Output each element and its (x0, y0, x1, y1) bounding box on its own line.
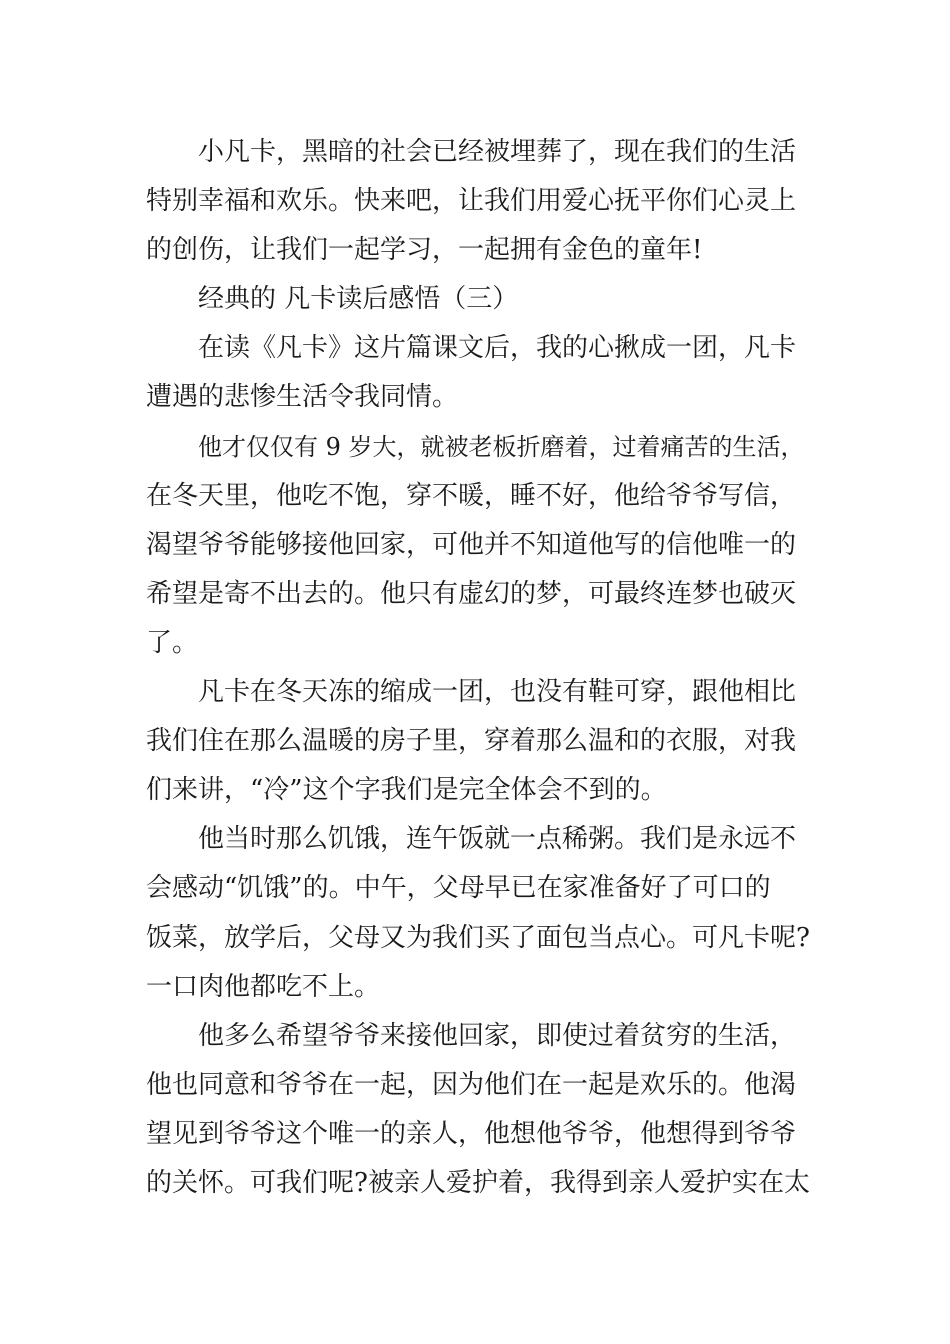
paragraph-first-line: 经典的 凡卡读后感悟（三） (198, 284, 519, 315)
paragraph-first-line: 他当时那么饥饿，连午饭就一点稀粥。我们是永远不 (198, 824, 797, 855)
paragraph-line: 望见到爷爷这个唯一的亲人，他想他爷爷，他想得到爷爷 (146, 1118, 797, 1149)
paragraph-line: 他也同意和爷爷在一起，因为他们在一起是欢乐的。他渴 (146, 1069, 797, 1100)
paragraph-line: 的关怀。可我们呢?被亲人爱护着，我得到亲人爱护实在太 (146, 1167, 810, 1198)
paragraph-line: 在冬天里，他吃不饱，穿不暖，睡不好，他给爷爷写信， (146, 480, 797, 511)
paragraph-line: 了。 (146, 627, 199, 658)
paragraph-line: 会感动“饥饿”的。中午，父母早已在家准备好了可口的 (146, 873, 771, 904)
paragraph-line: 遭遇的悲惨生活令我同情。 (146, 382, 459, 413)
paragraph-line: 特别幸福和欢乐。快来吧，让我们用爱心抚平你们心灵上 (146, 186, 797, 217)
paragraph-line: 我们住在那么温暖的房子里，穿着那么温和的衣服，对我 (146, 726, 797, 757)
paragraph-first-line: 小凡卡，黑暗的社会已经被埋葬了，现在我们的生活 (198, 137, 797, 167)
paragraph-line: 渴望爷爷能够接他回家，可他并不知道他写的信他唯一的 (146, 529, 797, 560)
paragraph-line: 饭菜，放学后，父母又为我们买了面包当点心。可凡卡呢? (146, 922, 810, 953)
paragraph-first-line: 凡卡在冬天冻的缩成一团，也没有鞋可穿，跟他相比 (198, 677, 797, 708)
body-text (146, 128, 816, 1208)
paragraph-line: 希望是寄不出去的。他只有虚幻的梦，可最终连梦也破灭 (146, 578, 797, 609)
paragraph-first-line: 他才仅仅有 9 岁大，就被老板折磨着，过着痛苦的生活， (198, 432, 805, 461)
paragraph-line: 一口肉他都吃不上。 (146, 971, 381, 1002)
paragraph-first-line: 在读《凡卡》这片篇课文后，我的心揪成一团，凡卡 (198, 333, 797, 364)
paragraph-first-line: 他多么希望爷爷来接他回家，即使过着贫穷的生活， (198, 1020, 797, 1051)
paragraph-line: 们来讲，“冷”这个字我们是完全体会不到的。 (146, 775, 667, 806)
paragraph-line: 的创伤，让我们一起学习，一起拥有金色的童年! (146, 235, 703, 266)
